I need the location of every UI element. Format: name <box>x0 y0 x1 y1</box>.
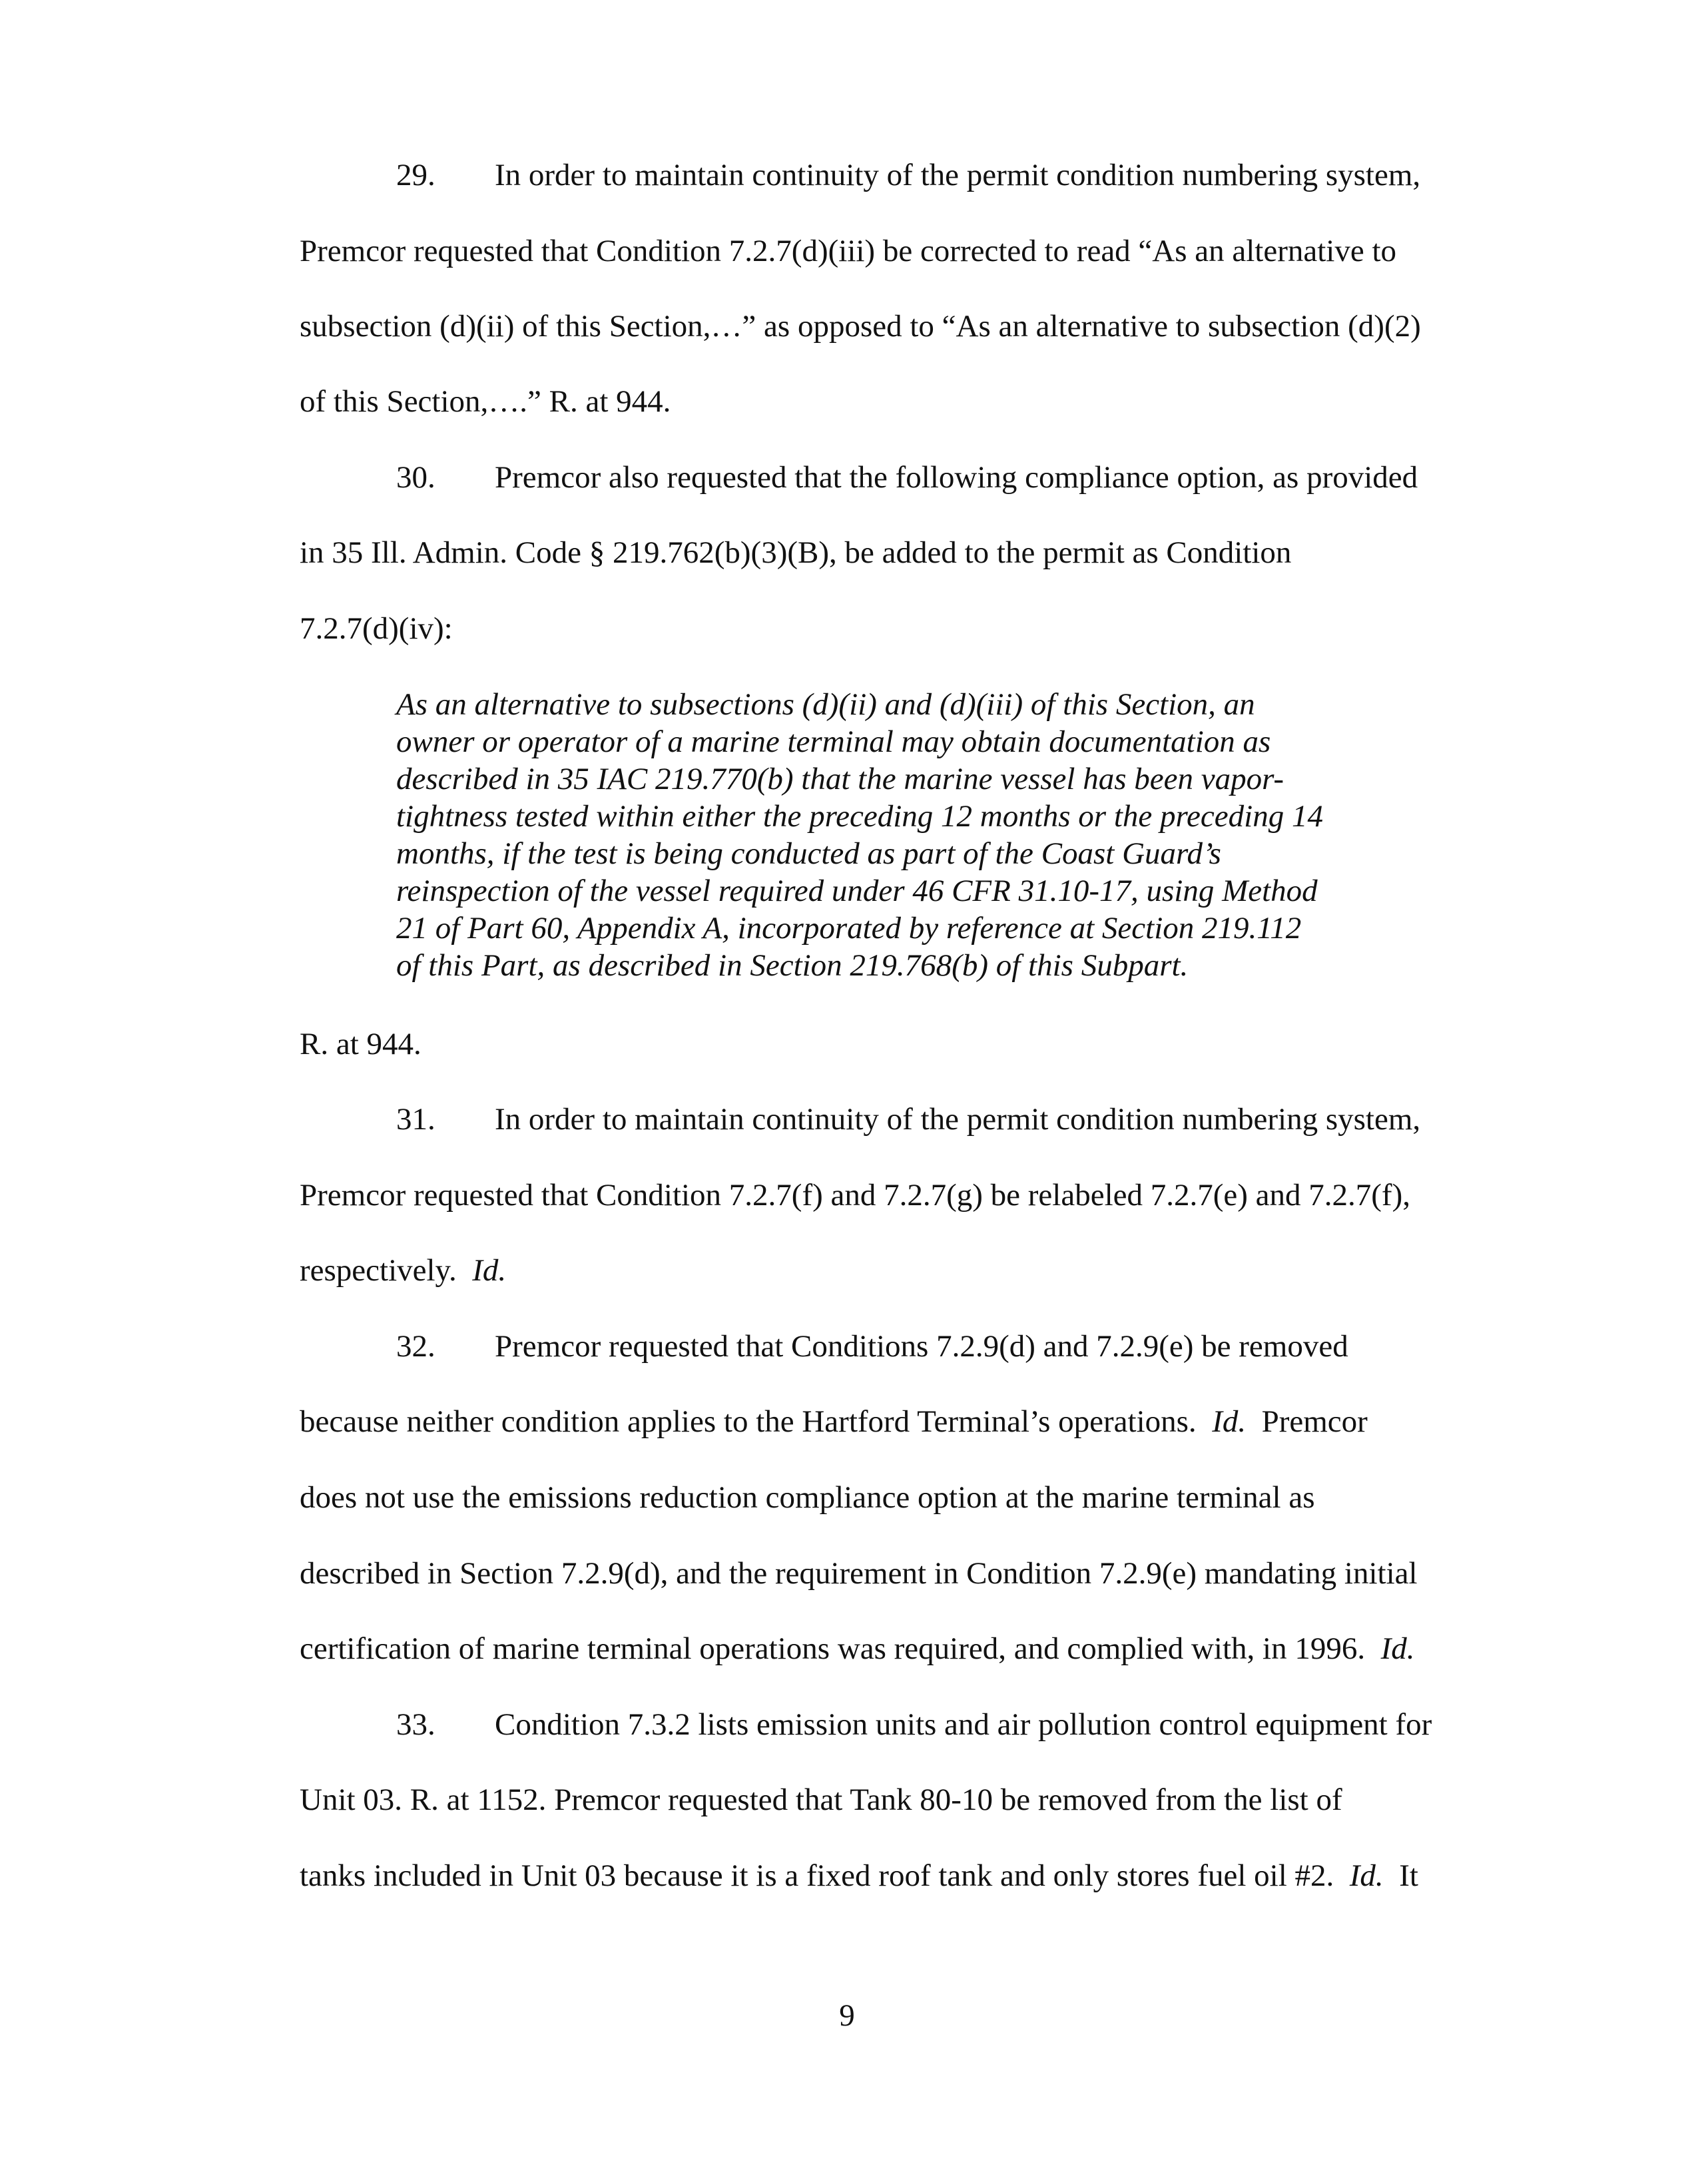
paragraph-number: 32. <box>396 1329 435 1364</box>
paragraph-32-line-3: does not use the emissions reduction compliance option at the marine terminal as <box>300 1480 1315 1515</box>
paragraph-number: 33. <box>396 1707 435 1742</box>
block-quote-line: described in 35 IAC 219.770(b) that the marine vessel has been vapor- <box>396 762 1284 796</box>
paragraph-30-line-1: 30. Premcor also requested that the following compliance option, as provided <box>396 460 1418 495</box>
block-quote-line: of this Part, as described in Section 219.768(b) of this Subpart. <box>396 948 1189 983</box>
paragraph-number: 29. <box>396 158 435 192</box>
paragraph-29-line-3: subsection (d)(ii) of this Section,…” as opposed to “As an alternative to subsection (d)(2) <box>300 309 1421 344</box>
paragraph-31-line-2: Premcor requested that Condition 7.2.7(f) and 7.2.7(g) be relabeled 7.2.7(e) and 7.2.7(f), <box>300 1178 1410 1213</box>
paragraph-number: 31. <box>396 1102 435 1137</box>
block-quote-line: As an alternative to subsections (d)(ii) and (d)(iii) of this Section, an <box>396 687 1255 722</box>
citation-id: Id. <box>1349 1858 1384 1893</box>
block-quote-line: reinspection of the vessel required under 46 CFR 31.10-17, using Method <box>396 874 1318 908</box>
paragraph-32-line-5: certification of marine terminal operations was required, and complied with, in 1996. Id. <box>300 1631 1415 1666</box>
quote-citation: R. at 944. <box>300 1027 422 1061</box>
citation-id: Id. <box>1380 1631 1415 1666</box>
block-quote-line: months, if the test is being conducted as part of the Coast Guard’s <box>396 836 1221 871</box>
paragraph-31-line-1: 31. In order to maintain continuity of the permit condition numbering system, <box>396 1102 1421 1137</box>
paragraph-31-line-3: respectively. Id. <box>300 1253 507 1288</box>
block-quote-line: 21 of Part 60, Appendix A, incorporated by reference at Section 219.112 <box>396 911 1302 946</box>
page-number: 9 <box>839 1998 855 2033</box>
block-quote-line: tightness tested within either the preceding 12 months or the preceding 14 <box>396 799 1323 834</box>
citation-id: Id. <box>1212 1404 1247 1439</box>
paragraph-30-line-3: 7.2.7(d)(iv): <box>300 611 453 646</box>
paragraph-number: 30. <box>396 460 435 495</box>
paragraph-29-line-2: Premcor requested that Condition 7.2.7(d)(iii) be corrected to read “As an alternative to <box>300 234 1397 268</box>
paragraph-32-line-2: because neither condition applies to the Hartford Terminal’s operations. Id. Premcor <box>300 1404 1368 1439</box>
paragraph-29-line-1: 29. In order to maintain continuity of the permit condition numbering system, <box>396 158 1421 192</box>
paragraph-32-line-1: 32. Premcor requested that Conditions 7.2.9(d) and 7.2.9(e) be removed <box>396 1329 1348 1364</box>
citation-id: Id. <box>472 1253 507 1288</box>
paragraph-33-line-1: 33. Condition 7.3.2 lists emission units and air pollution control equipment for <box>396 1707 1432 1742</box>
paragraph-32-line-4: described in Section 7.2.9(d), and the requirement in Condition 7.2.9(e) mandating initial <box>300 1556 1418 1591</box>
block-quote-line: owner or operator of a marine terminal may obtain documentation as <box>396 724 1271 759</box>
paragraph-33-line-3: tanks included in Unit 03 because it is a fixed roof tank and only stores fuel oil #2. Id. It <box>300 1858 1418 1893</box>
paragraph-30-line-2: in 35 Ill. Admin. Code § 219.762(b)(3)(B), be added to the permit as Condition <box>300 535 1292 570</box>
paragraph-29-line-4: of this Section,….” R. at 944. <box>300 384 671 419</box>
paragraph-33-line-2: Unit 03. R. at 1152. Premcor requested that Tank 80-10 be removed from the list of <box>300 1782 1342 1817</box>
block-quote <box>396 686 1395 984</box>
